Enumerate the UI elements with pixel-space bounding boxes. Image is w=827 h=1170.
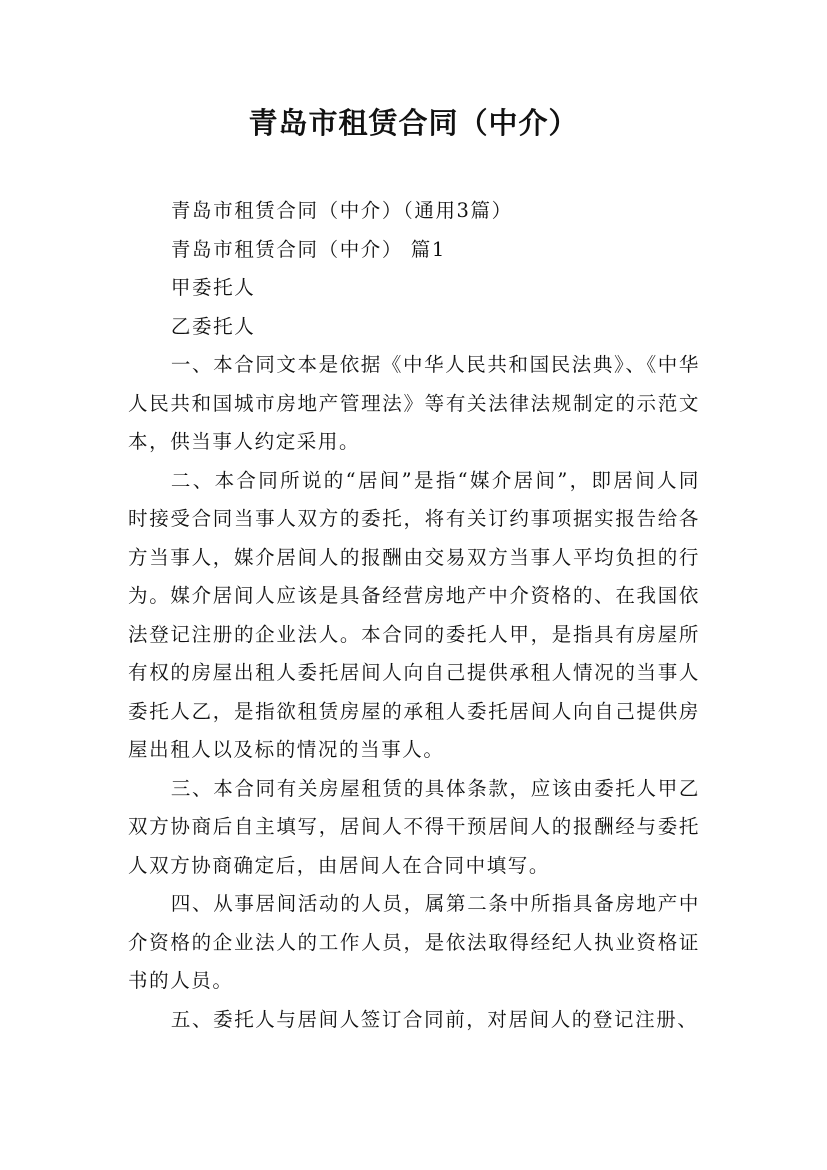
clause-2: 二、本合同所说的“居间”是指“媒介居间”，即居间人同时接受合同当事人双方的委托，将有关订约事项据实报告给各方当事人，媒介居间人的报酬由交易双方当事人平均负担的行为。媒介居间人应该是具备经营房地产中介资格的、在我国依法登记注册的企业法人。本合同的委托人甲，是指具有房屋所有权的房屋出租人委托居间人向自己提供承租人情况的当事人委托人乙，是指欲租赁房屋的承租人委托居间人向自己提供房屋出租人以及标的情况的当事人。 bbox=[128, 468, 700, 761]
party-a-line: 甲委托人 bbox=[170, 276, 256, 299]
subtitle-paragraph: 青岛市租赁合同（中介）（通用3篇） bbox=[170, 199, 513, 222]
clause-1: 一、本合同文本是依据《中华人民共和国民法典》、《中华人民共和国城市房地产管理法》等有关法律法规制定的示范文本，供当事人约定采用。 bbox=[128, 353, 700, 453]
clause-4: 四、从事居间活动的人员，属第二条中所指具备房地产中介资格的企业法人的工作人员，是依法取得经纪人执业资格证书的人员。 bbox=[128, 892, 700, 992]
party-b-line: 乙委托人 bbox=[170, 314, 256, 338]
clause-5: 五、委托人与居间人签订合同前，对居间人的登记注册、 bbox=[170, 1007, 699, 1031]
document-title: 青岛市租赁合同（中介） bbox=[248, 106, 579, 140]
document-body bbox=[128, 192, 700, 1039]
section-heading: 青岛市租赁合同（中介） 篇1 bbox=[170, 237, 446, 261]
clause-3: 三、本合同有关房屋租赁的具体条款，应该由委托人甲乙双方协商后自主填写，居间人不得干预居间人的报酬经与委托人双方协商确定后，由居间人在合同中填写。 bbox=[128, 776, 700, 877]
